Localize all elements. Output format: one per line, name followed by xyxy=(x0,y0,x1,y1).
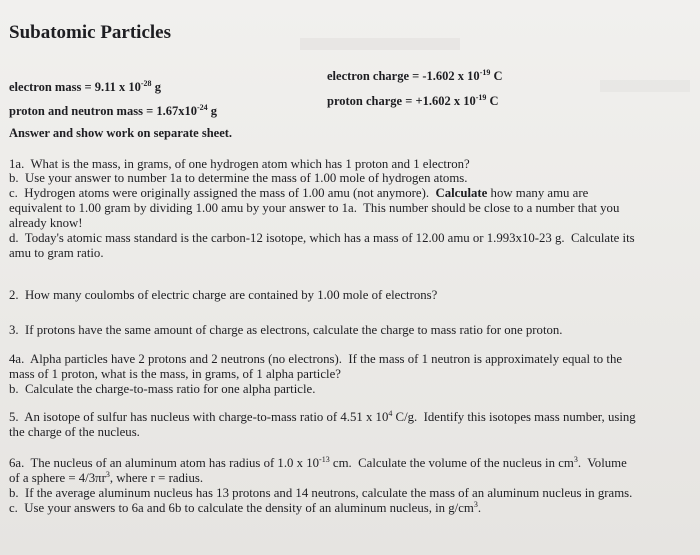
question-1d-cont: amu to gram ratio. xyxy=(9,246,104,260)
bleed-through-mark xyxy=(600,80,690,92)
question-6b: b. If the average aluminum nucleus has 13 protons and 14 neutrons, calculate the mass of an aluminum nucleus in grams. xyxy=(9,486,633,500)
electron-mass: electron mass = 9.11 x $10^{-28}$ g xyxy=(9,79,161,94)
page-title: Subatomic Particles xyxy=(9,22,172,43)
question-1c: c. Hydrogen atoms were originally assigned the mass of 1.00 amu (not anymore). Calculate how many amu are xyxy=(9,186,589,200)
instruction-text: Answer and show work on separate sheet. xyxy=(9,126,233,140)
question-4a: 4a. Alpha particles have 2 protons and 2 neutrons (no electrons). If the mass of 1 neutron is approximately equal to the xyxy=(9,352,623,366)
question-3: 3. If protons have the same amount of charge as electrons, calculate the charge to mass ratio for one proton. xyxy=(9,323,563,337)
question-6c: c. Use your answers to 6a and 6b to calculate the density of an aluminum nucleus, in $g/cm^3$. xyxy=(9,500,482,515)
proton-charge: proton charge = +1.602 x $10^{-19}$ C xyxy=(327,93,499,108)
question-1b: b. Use your answer to number 1a to determine the mass of 1.00 mole of hydrogen atoms. xyxy=(9,171,468,185)
bleed-through-mark xyxy=(300,38,460,50)
question-1d: d. Today's atomic mass standard is the carbon-12 isotope, which has a mass of 12.00 amu or 1.993x10-23 g. Calculate its xyxy=(9,231,635,245)
nucleon-mass: proton and neutron mass = $1.67x10^{-24}$ g xyxy=(9,103,217,118)
question-1c-cont: equivalent to 1.00 gram by dividing 1.00 amu by your answer to 1a. This number should be close to a number that you xyxy=(9,201,620,215)
question-6a: 6a. The nucleus of an aluminum atom has radius of 1.0 x $10^{-13}$ cm. Calculate the volume of the nucleus in $cm^3$. Volume xyxy=(9,455,627,470)
question-1c-cont2: already know! xyxy=(9,216,83,230)
question-5-cont: the charge of the nucleus. xyxy=(9,425,140,439)
question-2: 2. How many coulombs of electric charge are contained by 1.00 mole of electrons? xyxy=(9,288,438,302)
electron-charge: electron charge = -1.602 x $10^{-19}$ C xyxy=(327,68,503,83)
question-4a-cont: mass of 1 proton, what is the mass, in grams, of 1 alpha particle? xyxy=(9,367,341,381)
question-6a-cont: of a sphere = $4/3\pi r^3$, where r = radius. xyxy=(9,470,204,485)
question-4b: b. Calculate the charge-to-mass ratio for one alpha particle. xyxy=(9,382,316,396)
question-5: 5. An isotope of sulfur has nucleus with charge-to-mass ratio of 4.51 x $10^4$ C/g. Identify this isotopes mass number, using xyxy=(9,409,636,424)
question-1a: 1a. What is the mass, in grams, of one hydrogen atom which has 1 proton and 1 electron? xyxy=(9,157,470,171)
